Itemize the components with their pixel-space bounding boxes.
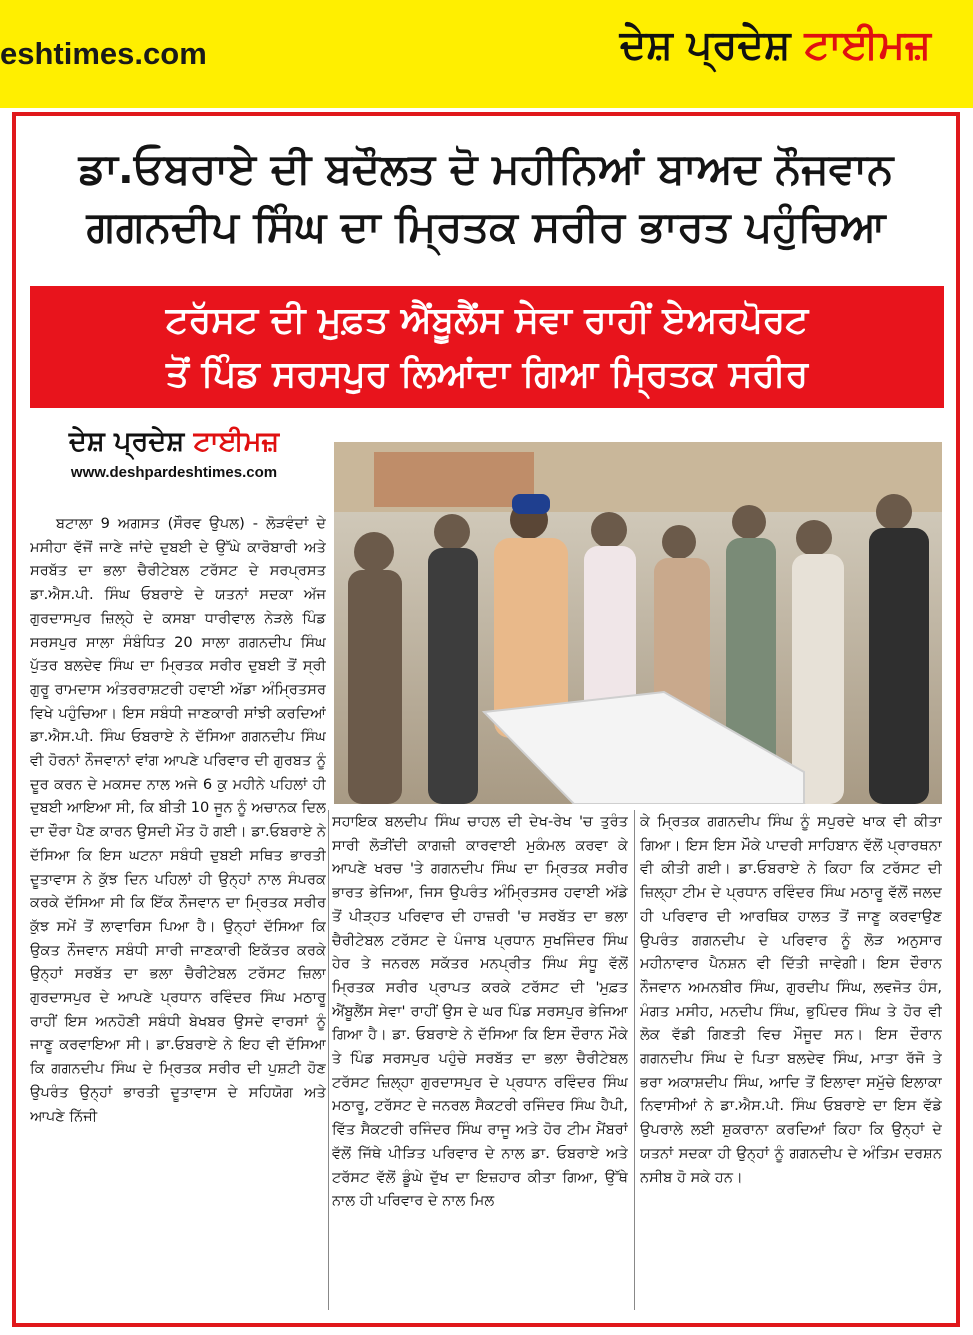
subheadline-line1: ਟਰੱਸਟ ਦੀ ਮੁਫ਼ਤ ਐਂਬੂਲੈਂਸ ਸੇਵਾ ਰਾਹੀਂ ਏਅਰਪੋਰਟ bbox=[165, 300, 809, 341]
newspaper-logo bbox=[26, 426, 322, 496]
headline bbox=[30, 140, 942, 256]
headline-line2: ਗਗਨਦੀਪ ਸਿੰਘ ਦਾ ਮ੍ਰਿਤਕ ਸਰੀਰ ਭਾਰਤ ਪਹੁੰਚਿਆ bbox=[86, 202, 886, 251]
column-divider-2 bbox=[634, 810, 635, 1310]
logo-url: www.deshpardeshtimes.com bbox=[70, 464, 278, 481]
logo-part1: ਦੇਸ਼ ਪ੍ਰਦੇਸ਼ bbox=[68, 426, 185, 457]
article-text-col2: ਸਹਾਇਕ ਬਲਦੀਪ ਸਿੰਘ ਚਾਹਲ ਦੀ ਦੇਖ-ਰੇਖ 'ਚ ਤੁਰੰਤ ਸਾਰੀ ਲੋੜੀਂਦੀ ਕਾਗਜ਼ੀ ਕਾਰਵਾਈ ਮੁਕੰਮਲ ਕਰਵਾ ਕੇ ਆਪਣੇ ਖਰਚ 'ਤੇ ਗਗਨਦੀਪ ਸਿੰਘ ਦਾ ਮ੍ਰਿਤਕ ਸਰੀਰ ਭਾਰਤ ਭੇਜਿਆ, ਜਿਸ ਉਪਰੰਤ ਅੰਮ੍ਰਿਤਸਰ ਹਵਾਈ ਅੱਡੇ ਤੋਂ ਪੀੜ੍ਹਤ ਪਰਿਵਾਰ ਦੀ ਹਾਜ਼ਰੀ 'ਚ ਸਰਬੱਤ ਦਾ ਭਲਾ ਚੈਰੀਟੇਬਲ ਟਰੱਸਟ ਦੇ ਪੰਜਾਬ ਪ੍ਰਧਾਨ ਸੁਖਜਿੰਦਰ ਸਿੰਘ ਹੇਰ ਤੇ ਜਨਰਲ ਸਕੱਤਰ ਮਨਪ੍ਰੀਤ ਸਿੰਘ ਸੰਧੂ ਵੱਲੋਂ ਮ੍ਰਿਤਕ ਸਰੀਰ ਪ੍ਰਾਪਤ ਕਰਕੇ ਟਰੱਸਟ ਦੀ 'ਮੁਫ਼ਤ ਐਂਬੂਲੈਂਸ ਸੇਵਾ' ਰਾਹੀਂ ਉਸ ਦੇ ਘਰ ਪਿੰਡ ਸਰਸਪੁਰ ਭੇਜਿਆ ਗਿਆ ਹੈ। ਡਾ. ਓਬਰਾਏ ਨੇ ਦੱਸਿਆ ਕਿ ਇਸ ਦੌਰਾਨ ਮੌਕੇ ਤੇ ਪਿੰਡ ਸਰਸਪੁਰ ਪਹੁੰਚੇ ਸਰਬੱਤ ਦਾ ਭਲਾ ਚੈਰੀਟੇਬਲ ਟਰੱਸਟ ਜ਼ਿਲ੍ਹਾ ਗੁਰਦਾਸਪੁਰ ਦੇ ਪ੍ਰਧਾਨ ਰਵਿੰਦਰ ਸਿੰਘ ਮਠਾਰੂ, ਟਰੱਸਟ ਦੇ ਜਨਰਲ ਸੈਕਟਰੀ ਰਜਿੰਦਰ ਸਿੰਘ ਹੈਪੀ, ਵਿੱਤ ਸੈਕਟਰੀ ਰਜਿੰਦਰ ਸਿੰਘ ਰਾਜੂ ਅਤੇ ਹੋਰ ਟੀਮ ਮੈਂਬਰਾਂ ਵੱਲੋਂ ਜਿੱਥੇ ਪੀੜਿਤ ਪਰਿਵਾਰ ਦੇ ਨਾਲ ਡਾ. ਓਬਰਾਏ ਅਤੇ ਟਰੱਸਟ ਵੱਲੋਂ ਡੂੰਘੇ ਦੁੱਖ ਦਾ ਇਜ਼ਹਾਰ ਕੀਤਾ ਗਿਆ, ਉੱਥੇ ਨਾਲ ਹੀ ਪਰਿਵਾਰ ਦੇ ਨਾਲ ਮਿਲ bbox=[332, 813, 628, 1210]
article-text-col1: ਬਟਾਲਾ 9 ਅਗਸਤ (ਸੌਰਵ ਉਪਲ) - ਲੋੜਵੰਦਾਂ ਦੇ ਮਸੀਹਾ ਵੱਜੋਂ ਜਾਣੇ ਜਾਂਦੇ ਦੁਬਈ ਦੇ ਉੱਘੇ ਕਾਰੋਬਾਰੀ ਅਤੇ ਸਰਬੱਤ ਦਾ ਭਲਾ ਚੈਰੀਟੇਬਲ ਟਰੱਸਟ ਦੇ ਸਰਪ੍ਰਸਤ ਡਾ.ਐਸ.ਪੀ. ਸਿੰਘ ਓਬਰਾਏ ਦੇ ਯਤਨਾਂ ਸਦਕਾ ਅੱਜ ਗੁਰਦਾਸਪੁਰ ਜ਼ਿਲ੍ਹੇ ਦੇ ਕਸਬਾ ਧਾਰੀਵਾਲ ਨੇੜਲੇ ਪਿੰਡ ਸਰਸਪੁਰ ਸਾਲਾ ਸੰਬੰਧਿਤ 20 ਸਾਲਾ ਗਗਨਦੀਪ ਸਿੰਘ ਪੁੱਤਰ ਬਲਦੇਵ ਸਿੰਘ ਦਾ ਮ੍ਰਿਤਕ ਸਰੀਰ ਦੁਬਈ ਤੋਂ ਸ੍ਰੀ ਗੁਰੂ ਰਾਮਦਾਸ ਅੰਤਰਰਾਸ਼ਟਰੀ ਹਵਾਈ ਅੱਡਾ ਅੰਮ੍ਰਿਤਸਰ ਵਿਖੇ ਪਹੁੰਚਿਆ। ਇਸ ਸਬੰਧੀ ਜਾਣਕਾਰੀ ਸਾਂਝੀ ਕਰਦਿਆਂ ਡਾ.ਐਸ.ਪੀ. ਸਿੰਘ ਓਬਰਾਏ ਨੇ ਦੱਸਿਆ ਗਗਨਦੀਪ ਸਿੰਘ ਵੀ ਹੋਰਨਾਂ ਨੌਜਵਾਨਾਂ ਵਾਂਗ ਆਪਣੇ ਪਰਿਵਾਰ ਦੀ ਗੁਰਬਤ ਨੂੰ ਦੂਰ ਕਰਨ ਦੇ ਮਕਸਦ ਨਾਲ ਅਜੇ 6 ਕੁ ਮਹੀਨੇ ਪਹਿਲਾਂ ਹੀ ਦੁਬਈ ਆਇਆ ਸੀ, ਕਿ ਬੀਤੀ 10 ਜੂਨ ਨੂੰ ਅਚਾਨਕ ਦਿਲ ਦਾ ਦੌਰਾ ਪੈਣ ਕਾਰਨ ਉਸਦੀ ਮੌਤ ਹੋ ਗਈ। ਡਾ.ਓਬਰਾਏ ਨੇ ਦੱਸਿਆ ਕਿ ਇਸ ਘਟਨਾ ਸਬੰਧੀ ਦੁਬਈ ਸਥਿਤ ਭਾਰਤੀ ਦੂਤਾਵਾਸ ਨੇ ਕੁੱਝ ਦਿਨ ਪਹਿਲਾਂ ਹੀ ਉਨ੍ਹਾਂ ਨਾਲ ਸੰਪਰਕ ਕਰਕੇ ਦੱਸਿਆ ਸੀ ਕਿ ਇੱਕ ਨੌਜਵਾਨ ਦਾ ਮ੍ਰਿਤਕ ਸਰੀਰ ਕੁੱਝ ਸਮੇਂ ਤੋਂ ਲਾਵਾਰਿਸ ਪਿਆ ਹੈ। ਉਨ੍ਹਾਂ ਦੱਸਿਆ ਕਿ ਉਕਤ ਨੌਜਵਾਨ ਸਬੰਧੀ ਸਾਰੀ ਜਾਣਕਾਰੀ ਇਕੱਤਰ ਕਰਕੇ ਉਨ੍ਹਾਂ ਸਰਬੱਤ ਦਾ ਭਲਾ ਚੈਰੀਟੇਬਲ ਟਰੱਸਟ ਜ਼ਿਲਾ ਗੁਰਦਾਸਪੁਰ ਦੇ ਆਪਣੇ ਪ੍ਰਧਾਨ ਰਵਿੰਦਰ ਸਿੰਘ ਮਠਾਰੂ ਰਾਹੀਂ ਇਸ ਅਨਹੋਣੀ ਸਬੰਧੀ ਬੇਖਬਰ ਉਸਦੇ ਵਾਰਸਾਂ ਨੂੰ ਜਾਣੂ ਕਰਵਾਇਆ ਸੀ। ਡਾ.ਓਬਰਾਏ ਨੇ ਇਹ ਵੀ ਦੱਸਿਆ ਕਿ ਗਗਨਦੀਪ ਸਿੰਘ ਦੇ ਮ੍ਰਿਤਕ ਸਰੀਰ ਦੀ ਪੁਸ਼ਟੀ ਹੋਣ ਉਪਰੰਤ ਉਨ੍ਹਾਂ ਭਾਰਤੀ ਦੂਤਾਵਾਸ ਦੇ ਸਹਿਯੋਗ ਅਤੇ ਆਪਣੇ ਨਿੱਜੀ bbox=[30, 515, 326, 1125]
article-column-3 bbox=[640, 810, 942, 1314]
logo-mark bbox=[26, 426, 322, 458]
subheadline-box bbox=[30, 286, 944, 408]
site-url-fragment: eshtimes.com bbox=[0, 36, 207, 71]
masthead bbox=[620, 22, 931, 68]
top-banner bbox=[0, 0, 973, 108]
subheadline-line2: ਤੋਂ ਪਿੰਡ ਸਰਸਪੁਰ ਲਿਆਂਦਾ ਗਿਆ ਮ੍ਰਿਤਕ ਸਰੀਰ bbox=[165, 354, 809, 395]
logo-part2: ਟਾਈਮਜ਼ bbox=[193, 426, 280, 457]
headline-line1: ਡਾ.ਓਬਰਾਏ ਦੀ ਬਦੌਲਤ ਦੋ ਮਹੀਨਿਆਂ ਬਾਅਦ ਨੌਜਵਾਨ bbox=[78, 144, 894, 193]
masthead-part1: ਦੇਸ਼ ਪ੍ਰਦੇਸ਼ bbox=[619, 22, 791, 68]
article-text-col3: ਕੇ ਮ੍ਰਿਤਕ ਗਗਨਦੀਪ ਸਿੰਘ ਨੂੰ ਸਪੁਰਦੇ ਖਾਕ ਵੀ ਕੀਤਾ ਗਿਆ। ਇਸ ਇਸ ਮੌਕੇ ਪਾਦਰੀ ਸਾਹਿਬਾਨ ਵੱਲੋਂ ਪ੍ਰਾਰਥਨਾ ਵੀ ਕੀਤੀ ਗਈ। ਡਾ.ਓਬਰਾਏ ਨੇ ਕਿਹਾ ਕਿ ਟਰੱਸਟ ਦੀ ਜ਼ਿਲ੍ਹਾ ਟੀਮ ਦੇ ਪ੍ਰਧਾਨ ਰਵਿੰਦਰ ਸਿੰਘ ਮਠਾਰੂ ਵੱਲੋਂ ਜਲਦ ਹੀ ਪਰਿਵਾਰ ਦੀ ਆਰਥਿਕ ਹਾਲਤ ਤੋਂ ਜਾਣੂ ਕਰਵਾਉਣ ਉਪਰੰਤ ਗਗਨਦੀਪ ਦੇ ਪਰਿਵਾਰ ਨੂੰ ਲੋੜ ਅਨੁਸਾਰ ਮਹੀਨਾਵਾਰ ਪੈਨਸ਼ਨ ਵੀ ਦਿੱਤੀ ਜਾਵੇਗੀ। ਇਸ ਦੌਰਾਨ ਨੌਜਵਾਨ ਅਮਨਬੀਰ ਸਿੰਘ, ਗੁਰਦੀਪ ਸਿੰਘ, ਲਵਜੋਤ ਹੰਸ, ਮੰਗਤ ਮਸੀਹ, ਮਨਦੀਪ ਸਿੰਘ, ਭੁਪਿੰਦਰ ਸਿੰਘ ਤੇ ਹੋਰ ਵੀ ਲੋਕ ਵੱਡੀ ਗਿਣਤੀ ਵਿਚ ਮੌਜੂਦ ਸਨ। ਇਸ ਦੌਰਾਨ ਗਗਨਦੀਪ ਸਿੰਘ ਦੇ ਪਿਤਾ ਬਲਦੇਵ ਸਿੰਘ, ਮਾਤਾ ਰੱਜੋ ਤੇ ਭਰਾ ਅਕਾਸ਼ਦੀਪ ਸਿੰਘ, ਆਦਿ ਤੋਂ ਇਲਾਵਾ ਸਮੁੱਚੇ ਇਲਾਕਾ ਨਿਵਾਸੀਆਂ ਨੇ ਡਾ.ਐਸ.ਪੀ. ਸਿੰਘ ਓਬਰਾਏ ਦਾ ਇਸ ਵੱਡੇ ਉਪਰਾਲੇ ਲਈ ਸ਼ੁਕਰਾਨਾ ਕਰਦਿਆਂ ਕਿਹਾ ਕਿ ਉਨ੍ਹਾਂ ਦੇ ਯਤਨਾਂ ਸਦਕਾ ਹੀ ਉਨ੍ਹਾਂ ਨੂੰ ਗਗਨਦੀਪ ਦੇ ਅੰਤਿਮ ਦਰਸ਼ਨ ਨਸੀਬ ਹੋ ਸਕੇ ਹਨ। bbox=[640, 813, 942, 1186]
column-divider-1 bbox=[328, 810, 329, 1310]
news-photo bbox=[334, 442, 942, 804]
photo-illustration bbox=[334, 442, 942, 804]
masthead-part2: ਟਾਈਮਜ਼ bbox=[804, 22, 931, 68]
article-column-1 bbox=[30, 512, 326, 1312]
article-column-2 bbox=[332, 810, 628, 1314]
article-frame bbox=[12, 112, 960, 1327]
